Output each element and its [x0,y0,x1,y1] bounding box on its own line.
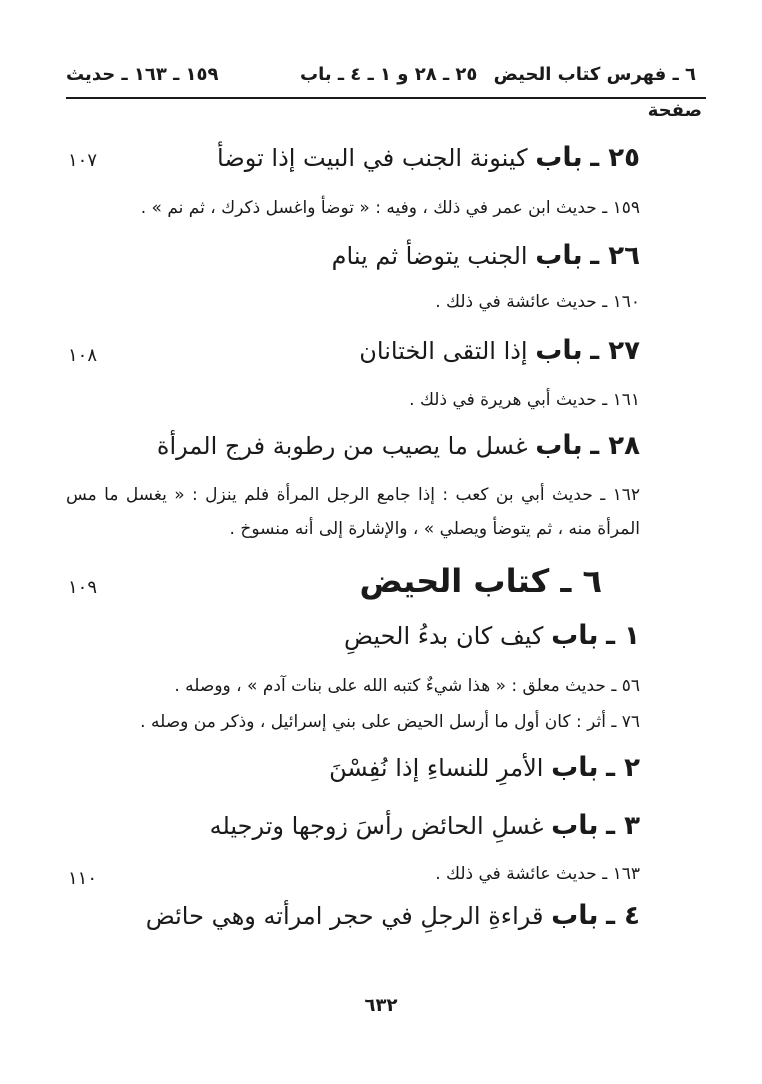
header-rule [66,97,706,99]
hadith-entry: ١٦٠ ـ حديث عائشة في ذلك . [435,292,640,312]
chapter-number: ٤ ـ [606,901,640,931]
hadith-entry: ١٦١ ـ حديث أبي هريرة في ذلك . [409,390,640,410]
chapter-number: ٢٨ ـ [590,431,640,461]
chapter-heading [157,430,640,461]
hadith-entry: ١٦٢ ـ حديث أبي بن كعب : إذا جامع الرجل المرأة فلم ينزل : « يغسل ما مس المرأة منه ، ثم يتوضأ ويصلي » ، والإشارة إلى أنه منسوخ . [66,485,640,539]
chapter-heading [332,240,640,271]
chapter-title: غسلِ الحائض رأسَ زوجها وترجيله [209,812,544,840]
running-header-title: ٦ ـ فهرس كتاب الحيض [493,64,696,85]
book-title: ٦ ـ كتاب الحيض [359,562,602,600]
chapter-number: ٢ ـ [606,753,640,783]
chapter-number: ١ ـ [606,621,640,651]
chapter-heading [146,900,640,931]
chapter-title: كينونة الجنب في البيت إذا توضأ [217,144,528,172]
hadith-entry: ١٥٩ ـ حديث ابن عمر في ذلك ، وفيه : « توضأ واغسل ذكرك ، ثم نم » . [140,198,640,218]
chapter-title: الجنب يتوضأ ثم ينام [331,242,528,270]
chapter-number: ٢٦ ـ [590,241,640,271]
chapter-heading [217,142,640,173]
chapter-keyword: باب [535,335,583,366]
page-number: ٦٣٢ [364,995,398,1016]
chapter-title: الأمرِ للنساءِ إذا نُفِسْنَ [329,754,544,782]
chapter-keyword: باب [551,900,599,931]
chapter-title: كيف كان بدءُ الحيضِ [344,622,544,650]
hadith-entry: ٥٦ ـ حديث معلق : « هذا شيءٌ كتبه الله على بنات آدم » ، ووصله . [174,676,640,696]
chapter-keyword: باب [551,752,599,783]
hadith-entry: ١٦٣ ـ حديث عائشة في ذلك . [435,864,640,884]
chapter-keyword: باب [535,142,583,173]
running-header-hadith-range: ١٥٩ ـ ١٦٣ ـ حديث [66,64,219,85]
chapter-heading [210,810,640,841]
chapter-keyword: باب [551,620,599,651]
chapter-title: غسل ما يصيب من رطوبة فرج المرأة [156,432,528,460]
chapter-number: ٣ ـ [606,811,640,841]
chapter-number: ٢٥ ـ [590,143,640,173]
page-ref: ١٠٨ [68,345,98,366]
chapter-number: ٢٧ ـ [590,336,640,366]
chapter-title: إذا التقى الختانان [359,337,528,365]
chapter-keyword: باب [535,430,583,461]
chapter-keyword: باب [551,810,599,841]
running-header-chapters: ٢٥ ـ ٢٨ و ١ ـ ٤ ـ باب [300,64,478,85]
chapter-title: قراءةِ الرجلِ في حجر امرأته وهي حائض [145,902,544,930]
page-ref: ١٠٩ [68,577,98,598]
chapter-heading [329,752,640,783]
page-column-label: صفحة [647,100,702,121]
page-ref: ١٠٧ [68,150,98,171]
page-ref: ١١٠ [68,868,98,889]
chapter-heading [344,620,640,651]
chapter-keyword: باب [535,240,583,271]
chapter-heading [359,335,640,366]
hadith-entry: ٧٦ ـ أثر : كان أول ما أرسل الحيض على بني إسرائيل ، وذكر من وصله . [140,712,640,732]
